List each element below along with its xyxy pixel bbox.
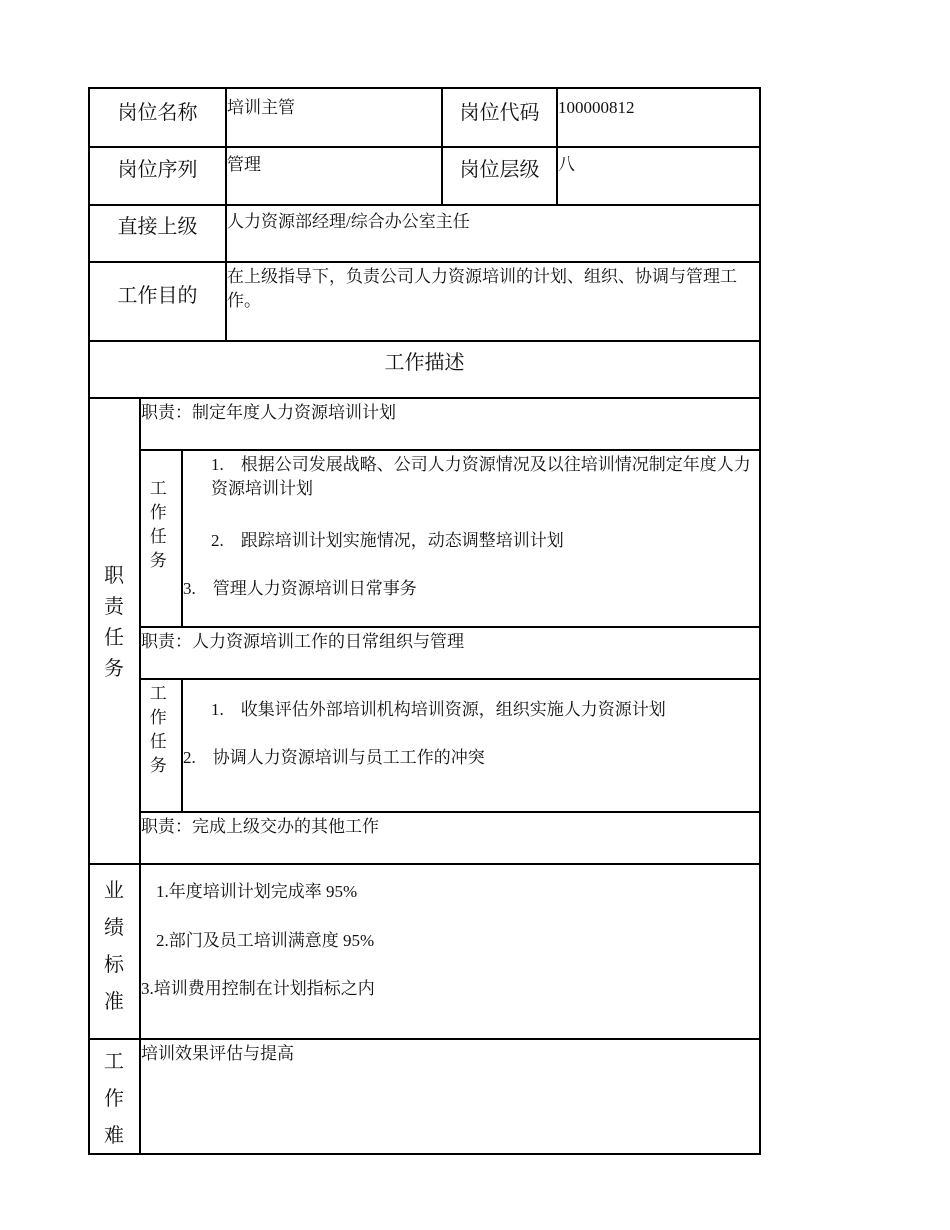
performance-label: 业绩标准 xyxy=(104,880,124,1013)
task-item: 3. 管理人力资源培训日常事务 xyxy=(183,579,417,598)
purpose-label: 工作目的 xyxy=(117,285,198,307)
performance-item: 1.年度培训计划完成率 95% xyxy=(156,882,358,901)
performance-item: 2.部门及员工培训满意度 95% xyxy=(156,931,375,950)
superior-value: 人力资源部经理/综合办公室主任 xyxy=(227,212,470,231)
position-name-value: 培训主管 xyxy=(227,98,295,117)
description-title: 工作描述 xyxy=(384,352,465,374)
duty-title: 职责：人力资源培训工作的日常组织与管理 xyxy=(141,632,464,651)
purpose-value: 在上级指导下，负责公司人力资源培训的计划、组织、协调与管理工作。 xyxy=(227,267,737,310)
rule xyxy=(88,87,90,1154)
rule xyxy=(139,678,761,680)
sequence-label: 岗位序列 xyxy=(117,159,198,181)
position-code-value: 100000812 xyxy=(558,98,635,117)
difficulty-text: 培训效果评估与提高 xyxy=(141,1044,294,1063)
task-side-label: 工作任务 xyxy=(149,479,167,570)
rule xyxy=(88,87,761,89)
duty-title: 职责：完成上级交办的其他工作 xyxy=(141,817,379,836)
rule xyxy=(88,146,761,148)
rule xyxy=(88,1038,761,1040)
level-value: 八 xyxy=(558,155,575,174)
task-item: 2. 跟踪培训计划实施情况，动态调整培训计划 xyxy=(211,531,564,550)
task-item: 1. 根据公司发展战略、公司人力资源情况及以往培训情况制定年度人力资源培训计划 xyxy=(211,455,751,498)
task-item: 2. 协调人力资源培训与员工工作的冲突 xyxy=(183,748,485,767)
rule xyxy=(88,863,761,865)
duty-title: 职责：制定年度人力资源培训计划 xyxy=(141,403,396,422)
rule xyxy=(139,449,761,451)
difficulty-label: 工作难 xyxy=(104,1051,124,1147)
rule xyxy=(181,678,183,812)
rule xyxy=(139,626,761,628)
rule xyxy=(88,340,761,342)
rule xyxy=(88,204,761,206)
rule xyxy=(88,1153,761,1155)
performance-item: 3.培训费用控制在计划指标之内 xyxy=(141,979,375,998)
position-code-label: 岗位代码 xyxy=(459,102,540,124)
duties-side-label: 职责任务 xyxy=(104,565,124,680)
task-side-label: 工作任务 xyxy=(149,684,167,775)
rule xyxy=(88,261,761,263)
level-label: 岗位层级 xyxy=(459,159,540,181)
rule xyxy=(88,397,761,399)
rule xyxy=(139,811,761,813)
task-item: 1. 收集评估外部培训机构培训资源，组织实施人力资源计划 xyxy=(211,700,666,719)
rule xyxy=(759,87,761,1154)
position-name-label: 岗位名称 xyxy=(117,102,198,124)
sequence-value: 管理 xyxy=(227,155,261,174)
rule xyxy=(139,397,141,1154)
superior-label: 直接上级 xyxy=(117,216,198,238)
